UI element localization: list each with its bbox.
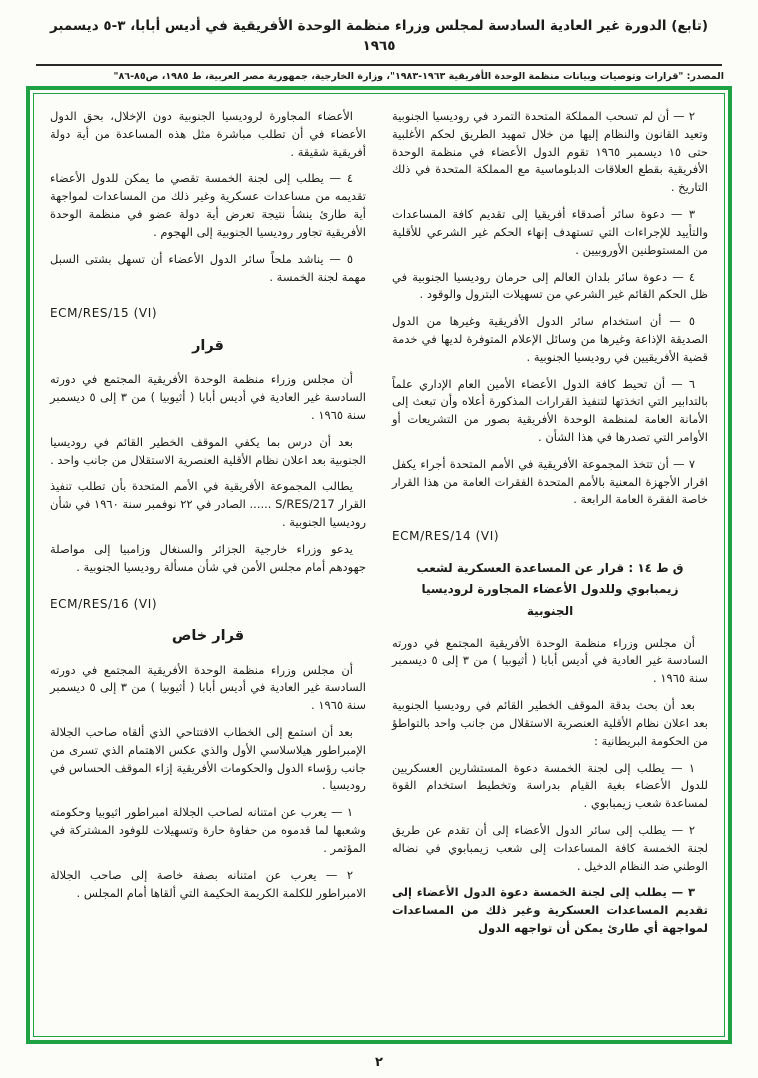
paragraph: ٥ — أن استخدام سائر الدول الأفريقية وغيرها من الدول الصديقة الإذاعة وغيرها من وسائل الإعلام المتوفرة لديها في خدمة قضية الأفريقيين في روديسيا الجنوبية . — [392, 314, 708, 364]
document-title: (تابع) الدورة غير العادية السادسة لمجلس وزراء منظمة الوحدة الأفريقية في أديس أبابا، ٣-٥ ديسمبر ١٩٦٥ — [49, 18, 709, 55]
paragraph: ٣ — يطلب إلى لجنة الخمسة دعوة الدول الأعضاء إلى تقديم المساعدات العسكرية وغير ذلك من المساعدات لمواجهة أي طارئ يمكن أن تواجهه الدول — [392, 885, 708, 935]
resolution-heading: قرار — [192, 337, 224, 354]
header-divider — [36, 64, 722, 66]
page-number: ٢ — [375, 1055, 383, 1070]
paragraph: ١ — يعرب عن امتنانه لصاحب الجلالة امبراطور اثيوبيا وحكومته وشعبها لما قدموه من حفاوة حارة وتسهيلات للوفود المشتركة في المؤتمر . — [50, 805, 366, 855]
page-header — [0, 0, 758, 82]
paragraph: يدعو وزراء خارجية الجزائر والسنغال وزامبيا إلى مواصلة جهودهم أمام مجلس الأمن في شأن مسألة روديسيا الجنوبية . — [50, 541, 366, 574]
paragraph: ٢ — أن لم تسحب المملكة المتحدة التمرد في روديسيا الجنوبية وتعيد القانون والنظام إليها من خلال تمهيد الطريق لحكم الأغلبية حتى ١٥ ديسمبر ١٩٦٥ تقوم الدول الأعضاء في منظمة الوحدة الأفريقية بقطع العلاقات الدبلوماسية مع المملكة المتحدة في ذلك التاريخ . — [392, 109, 709, 195]
paragraph: يطالب المجموعة الأفريقية في الأمم المتحدة بأن تطلب تنفيذ القرار S/RES/217 ...... الصادر في ٢٢ نوفمبر سنة ١٩٦٠ في شأن روديسيا الجنوبية . — [50, 479, 367, 530]
paragraph: ٣ — دعوة سائر أصدقاء أفريقيا إلى تقديم كافة المساعدات والتأييد للإجراءات التي تستهدف إنهاء الحكم غير الشرعي للأقلية من المستوطنين الأوروبيين . — [392, 207, 708, 257]
column-right — [392, 108, 708, 1026]
paragraph: الأعضاء المجاورة لروديسيا الجنوبية دون الإخلال، بحق الدول الأعضاء في أن تطلب مباشرة مثل هذه المساعدة من أية دولة أفريقية شقيقة . — [50, 109, 366, 159]
paragraph: ٦ — أن تحيط كافة الدول الأعضاء الأمين العام الإداري علماً بالتدابير التي اتخذتها لتنفيذ القرارات المذكورة أعلاه وأن تبعث إلى الأمانة العامة لمنظمة الوحدة الأفريقية بصور من التشريعات أو الأوامر التي تصدرها في هذا الشأن . — [392, 376, 708, 444]
paragraph: أن مجلس وزراء منظمة الوحدة الأفريقية المجتمع في دورته السادسة غير العادية في أديس أبابا ( أثيوبيا ) من ٣ إلى ٥ ديسمبر سنة ١٩٦٥ . — [392, 635, 708, 686]
resolution-code: ECM/RES/14 (VI) — [392, 529, 500, 544]
green-border-frame — [26, 86, 732, 1044]
column-left — [50, 108, 366, 1026]
resolution-code: ECM/RES/15 (VI) — [50, 306, 158, 321]
paragraph: ٤ — دعوة سائر بلدان العالم إلى حرمان روديسيا الجنوبية في ظل الحكم القائم غير الشرعي من تسهيلات البترول والوقود . — [392, 269, 708, 302]
paragraph: ٢ — يطلب إلى سائر الدول الأعضاء إلى أن تقدم عن طريق لجنة الخمسة كافة المساعدات إلى شعب زيمبابوي في نضاله الوطني ضد النظام الدخيل . — [392, 822, 708, 873]
resolution-code: ECM/RES/16 (VI) — [50, 596, 158, 611]
two-column-body — [50, 108, 708, 1026]
page-footer — [0, 1055, 758, 1070]
paragraph: بعد أن درس بما يكفي الموقف الخطير القائم في روديسيا الجنوبية بعد اعلان نظام الأقلية العنصرية الاستقلال من جانب واحد . — [50, 434, 366, 467]
paragraph: ٤ — يطلب إلى لجنة الخمسة تقصي ما يمكن للدول الأعضاء تقديمه من مساعدات عسكرية وغير ذلك من المساعدات لمواجهة أية طارئ ينشأ نتيجة تعرض أية دولة عضو في منظمة الوحدة الأفريقية تجاور روديسيا الجنوبية إلى الهجوم . — [50, 171, 366, 239]
paragraph: ٧ — أن تتخذ المجموعة الأفريقية في الأمم المتحدة أجراء يكفل اقرار الأجهزة المعنية بالأمم المتحدة الفقرات العامة من هذا القرار خاصة الفقرة العامة الرابعة . — [392, 456, 708, 507]
paragraph: بعد أن استمع إلى الخطاب الافتتاحي الذي ألقاه صاحب الجلالة الإمبراطور هيلاسلاسي الأول والذي عكس الاهتمام الذي تسرى من جانب رؤساء الدول والحكومات الأفريقية إزاء الموقف الحساس في روديسيا . — [50, 725, 366, 793]
resolution-title: ق ط ١٤ : قرار عن المساعدة العسكرية لشعب زيمبابوي وللدول الأعضاء المجاورة لروديسيا الجنوبية — [416, 560, 684, 619]
paragraph: ١ — يطلب إلى لجنة الخمسة دعوة المستشارين العسكريين للدول الأعضاء بغية القيام بدراسة وتخطيط استخدام القوة لمساعدة شعب زيمبابوي . — [392, 760, 708, 811]
paragraph: أن مجلس وزراء منظمة الوحدة الأفريقية المجتمع في دورته السادسة غير العادية في أديس أبابا ( أثيوبيا ) من ٣ إلى ٥ ديسمبر سنة ١٩٦٥ . — [50, 662, 366, 713]
paragraph: ٥ — يناشد ملحاً سائر الدول الأعضاء أن تسهل بشتى السبل مهمة لجنة الخمسة . — [50, 251, 366, 284]
paragraph: بعد أن بحث بدقة الموقف الخطير القائم في روديسيا الجنوبية بعد اعلان نظام الأقلية العنصرية الاستقلال من جانب واحد بالتواطؤ من الحكومة البريطانية : — [392, 698, 708, 748]
resolution-heading: قرار خاص — [171, 628, 245, 645]
paragraph: أن مجلس وزراء منظمة الوحدة الأفريقية المجتمع في دورته السادسة غير العادية في أديس أبابا ( أثيوبيا ) من ٣ إلى ٥ ديسمبر سنة ١٩٦٥ . — [50, 372, 366, 422]
source-citation: المصدر: "قرارات وتوصيات وبيانات منظمة الوحدة الأفريقية ١٩٦٣-١٩٨٣"، وزارة الخارجية، جمهورية مصر العربية، ط ١٩٨٥، ص٨٥-٨٦" — [113, 70, 724, 82]
paragraph: ٢ — يعرب عن امتنانه بصفة خاصة إلى صاحب الجلالة الامبراطور للكلمة الكريمة الحكيمة التي ألقاها أمام المجلس . — [50, 867, 366, 900]
green-border-inner-frame — [33, 93, 725, 1037]
